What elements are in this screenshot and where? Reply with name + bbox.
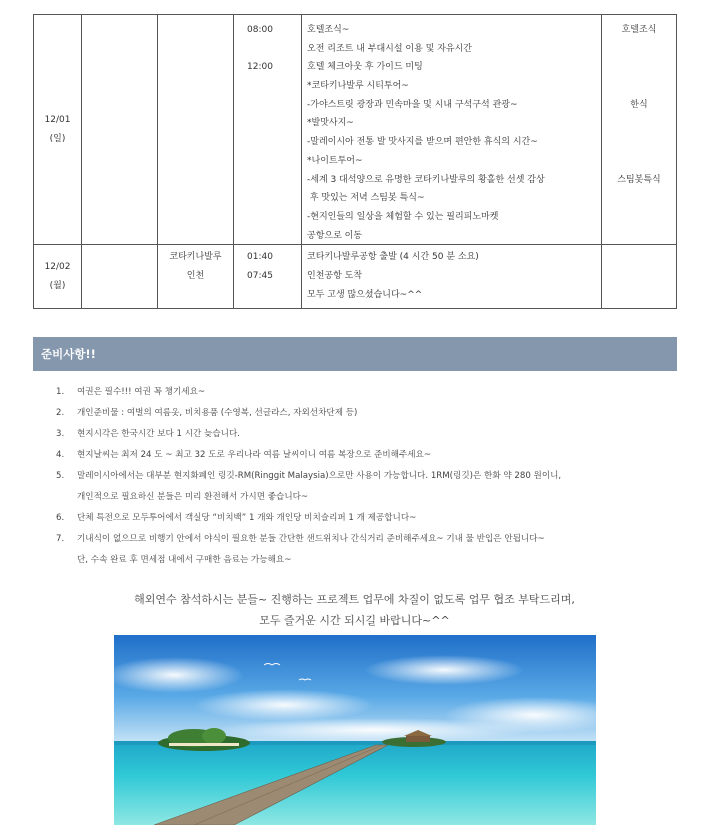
schedule-line: 후 맛있는 저녁 스팀봇 특식~ [307, 193, 425, 204]
prep-item: 6. 단체 특전으로 모두투어에서 객실당 “비치백” 1 개와 개인당 비치슬리퍼 1 개 제공합니다~ [56, 513, 417, 523]
beach-photo [114, 635, 596, 825]
schedule-line: 인천공항 도착 [307, 270, 363, 281]
time: 01:40 [247, 252, 273, 263]
place-cell [158, 245, 234, 309]
prep-item: 4. 현지날씨는 최저 24 도 ~ 최고 32 도로 우리나라 여름 날씨이니 여름 복장으로 준비해주세요~ [56, 450, 432, 460]
closing-line: 해외연수 참석하시는 분들~ 진행하는 프로젝트 업무에 차질이 없도록 업무 협조 부탁드리며, [134, 593, 575, 606]
prep-list [50, 382, 670, 571]
time [234, 39, 301, 58]
itinerary-row-day2 [34, 245, 677, 309]
meal-cell [602, 15, 677, 245]
itinerary-row-day1 [34, 15, 677, 245]
meal-lunch: 한식 [630, 99, 648, 110]
schedule-line: 코타키나발루공항 출발 (4 시간 50 분 소요) [307, 252, 479, 263]
prep-item: 2. 개인준비물 : 여벌의 여름옷, 비치용품 (수영복, 선글라스, 자외선차단제 등) [56, 408, 358, 418]
schedule-line: 공항으로 이동 [307, 230, 363, 241]
date-cell [34, 245, 82, 309]
prep-item: 1. 여권은 필수!!! 여권 꼭 챙기세요~ [56, 387, 206, 397]
meal-breakfast: 호텔조식 [621, 25, 657, 35]
date-cell [34, 15, 82, 245]
closing-line: 모두 즐거운 시간 되시길 바랍니다~^^ [259, 614, 450, 627]
schedule-cell [302, 15, 602, 245]
schedule-line: 모두 고생 많으셨습니다~^^ [307, 289, 423, 300]
schedule-line: *발맛사지~ [307, 118, 354, 129]
schedule-line: 호텔 체크아웃 후 가이드 미팅 [307, 62, 423, 73]
schedule-line: 호텔조식~ [307, 25, 350, 35]
prep-item: 3. 현지시각은 한국시간 보다 1 시간 늦습니다. [56, 429, 240, 439]
place-cell [158, 15, 234, 245]
schedule-line: -가야스트릿 광장과 민속마을 및 시내 구석구석 관광~ [307, 99, 518, 110]
meal-cell [602, 245, 677, 309]
place-arrival: 인천 [186, 270, 205, 281]
time: 12:00 [247, 62, 273, 73]
time: 08:00 [247, 25, 273, 35]
schedule-line: 오전 리조트 내 부대시설 이용 및 자유시간 [307, 43, 472, 54]
schedule-line: *나이트투어~ [307, 155, 363, 166]
schedule-line: -말레이시아 전통 발 맛사지를 받으며 편안한 휴식의 시간~ [307, 137, 538, 148]
place-departure: 코타키나발루 [169, 252, 222, 263]
weekday: (일) [49, 133, 66, 144]
time-cell [234, 245, 302, 309]
closing-message [0, 589, 709, 631]
time-cell [234, 15, 302, 245]
prep-header: 준비사항!! [33, 337, 677, 371]
empty-cell [82, 245, 158, 309]
itinerary-table [33, 14, 677, 309]
meal-dinner: 스팀봇특식 [617, 174, 661, 185]
prep-item: 7. 기내식이 없으므로 비행기 안에서 야식이 필요한 분들 간단한 샌드위치나 간식거리 준비해주세요~ 기내 물 반입은 안됩니다~ 단, 수속 완료 후 면세점 내에서 구매한 음료는 가능해요~ [56, 534, 545, 565]
schedule-line: *코타키나발루 시티투어~ [307, 81, 409, 92]
schedule-cell [302, 245, 602, 309]
weekday: (월) [49, 280, 66, 291]
schedule-line: -현지인들의 일상을 체험할 수 있는 필리피노마켓 [307, 211, 499, 222]
time: 07:45 [247, 270, 273, 281]
date: 12/02 [44, 261, 71, 272]
empty-cell [82, 15, 158, 245]
schedule-line: -세계 3 대석양으로 유명한 코타키나발루의 황홀한 선셋 감상 [307, 174, 545, 185]
prep-item: 5. 말레이시아에서는 대부분 현지화폐인 링깃-RM(Ringgit Malaysia)으로만 사용이 가능합니다. 1RM(링깃)은 한화 약 280 원이니, 개인적으로 필요하신 분들은 미리 환전해서 가시면 좋습니다~ [56, 471, 562, 502]
date: 12/01 [44, 114, 71, 125]
